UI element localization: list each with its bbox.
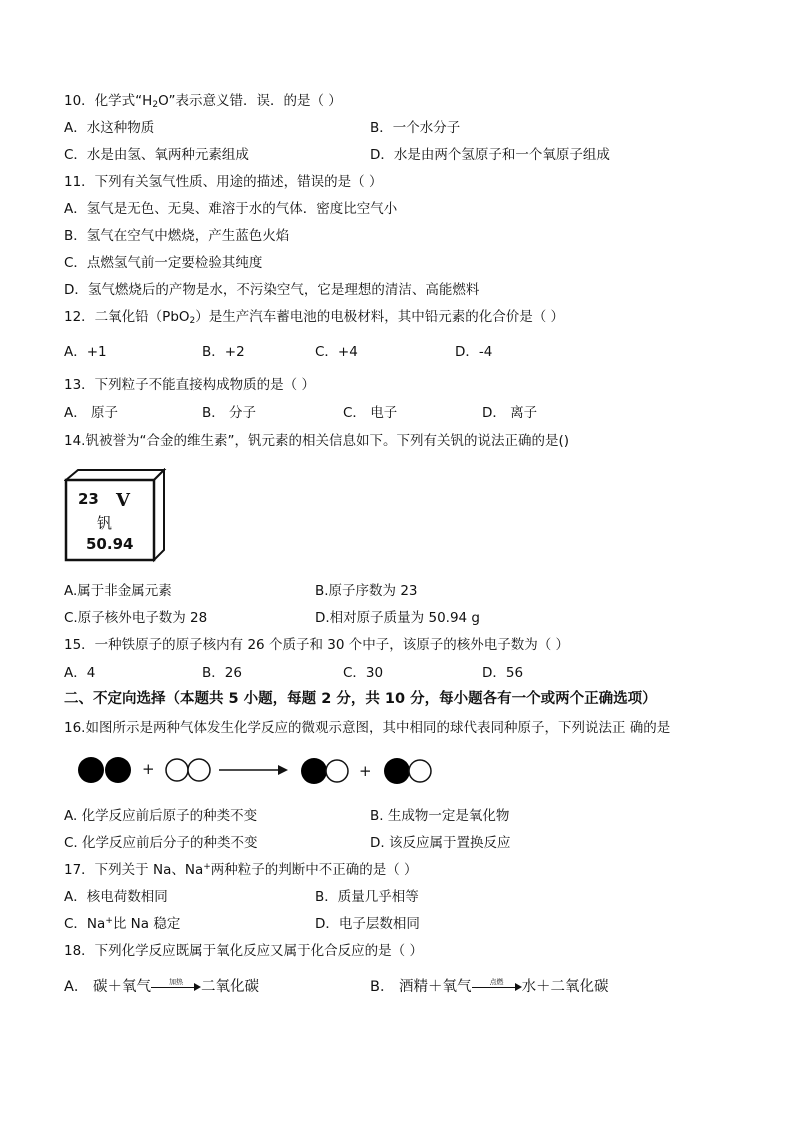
q13-option-c: C． 电子 [343, 405, 398, 421]
q16-stem: 16.如图所示是两种气体发生化学反应的微观示意图，其中相同的球代表同种原子，下列说法正 确的是 [64, 720, 671, 736]
q11-option-b: B．氢气在空气中燃烧，产生蓝色火焰 [64, 228, 290, 244]
q18-option-b: B． 酒精＋氧气 点燃 水＋二氧化碳 [370, 978, 609, 995]
q14-option-c: C.原子核外电子数为 28 [64, 610, 208, 626]
q12-option-a: A．+1 [64, 344, 107, 360]
molecule-diagram [76, 752, 446, 792]
element-name: 钒 [97, 514, 113, 532]
q17-option-a: A．核电荷数相同 [64, 889, 168, 905]
condition-arrow: 加热 [151, 982, 201, 992]
black-atom [105, 757, 131, 783]
q14-option-b: B.原子序数为 23 [315, 583, 418, 599]
q12-stem: 12．二氧化铅（PbO$_2$）是生产汽车蓄电池的电极材料，其中铅元素的化合价是（ ） [64, 309, 565, 326]
q11-option-c: C．点燃氢气前一定要检验其纯度 [64, 255, 263, 271]
section-2-title: 二、不定向选择（本题共 5 小题，每题 2 分，共 10 分，每小题各有一个或两个正确选项） [64, 691, 657, 707]
q12-option-c: C．+4 [315, 344, 358, 360]
white-atom [166, 759, 188, 781]
q17-option-b: B．质量几乎相等 [315, 889, 419, 905]
white-atom [409, 760, 431, 782]
q12-option-b: B．+2 [202, 344, 245, 360]
q10-option-d: D．水是由两个氢原子和一个氧原子组成 [370, 147, 610, 163]
white-atom [188, 759, 210, 781]
q17-option-d: D．电子层数相同 [315, 916, 420, 932]
plus-sign-2: + [359, 762, 372, 780]
q10-option-b: B．一个水分子 [370, 120, 461, 136]
black-atom [301, 758, 327, 784]
atomic-mass: 50.94 [86, 535, 134, 553]
q12-option-d: D．-4 [455, 344, 493, 360]
arrow-head [278, 765, 288, 775]
white-atom [326, 760, 348, 782]
q15-stem: 15．一种铁原子的原子核内有 26 个质子和 30 个中子，该原子的核外电子数为（ ） [64, 637, 569, 653]
q18-option-a: A． 碳＋氧气 加热 二氧化碳 [64, 978, 260, 995]
q13-option-d: D． 离子 [482, 405, 538, 421]
q13-stem: 13．下列粒子不能直接构成物质的是（ ） [64, 377, 315, 393]
q11-option-a: A．氢气是无色、无臭、难溶于水的气体．密度比空气小 [64, 201, 398, 217]
black-atom [384, 758, 410, 784]
atomic-number: 23 [78, 490, 99, 508]
q15-option-b: B．26 [202, 665, 242, 681]
q11-option-d: D．氢气燃烧后的产物是水，不污染空气，它是理想的清洁、高能燃料 [64, 282, 480, 298]
reaction-diagram [76, 752, 446, 796]
q13-option-a: A． 原子 [64, 405, 119, 421]
q10-option-c: C．水是由氢、氧两种元素组成 [64, 147, 249, 163]
q11-stem: 11．下列有关氢气性质、用途的描述，错误的是（ ） [64, 174, 383, 190]
plus-sign-1: + [142, 760, 155, 778]
q10-stem: 10．化学式“$H_2O$”表示意义错．误．的是（ ） [64, 93, 342, 110]
black-atom [78, 757, 104, 783]
q16-option-a: A. 化学反应前后原子的种类不变 [64, 808, 258, 824]
q15-option-c: C．30 [343, 665, 384, 681]
q15-option-a: A．4 [64, 665, 96, 681]
q17-stem: 17．下列关于 Na、Na+两种粒子的判断中不正确的是（ ） [64, 862, 418, 878]
q13-option-b: B． 分子 [202, 405, 257, 421]
q17-option-c: C．Na+比 Na 稳定 [64, 916, 181, 932]
condition-arrow: 点燃 [472, 982, 522, 992]
element-card-vanadium [64, 468, 168, 568]
q14-option-d: D.相对原子质量为 50.94 g [315, 610, 480, 626]
q15-option-d: D．56 [482, 665, 524, 681]
q16-option-c: C. 化学反应前后分子的种类不变 [64, 835, 258, 851]
element-symbol: V [116, 490, 130, 511]
q16-option-b: B. 生成物一定是氧化物 [370, 808, 510, 824]
q16-option-d: D. 该反应属于置换反应 [370, 835, 511, 851]
q10-option-a: A．水这种物质 [64, 120, 155, 136]
q14-stem: 14.钒被誉为“合金的维生素”，钒元素的相关信息如下。下列有关钒的说法正确的是() [64, 433, 569, 449]
q18-stem: 18．下列化学反应既属于氧化反应又属于化合反应的是（ ） [64, 943, 423, 959]
q14-option-a: A.属于非金属元素 [64, 583, 172, 599]
